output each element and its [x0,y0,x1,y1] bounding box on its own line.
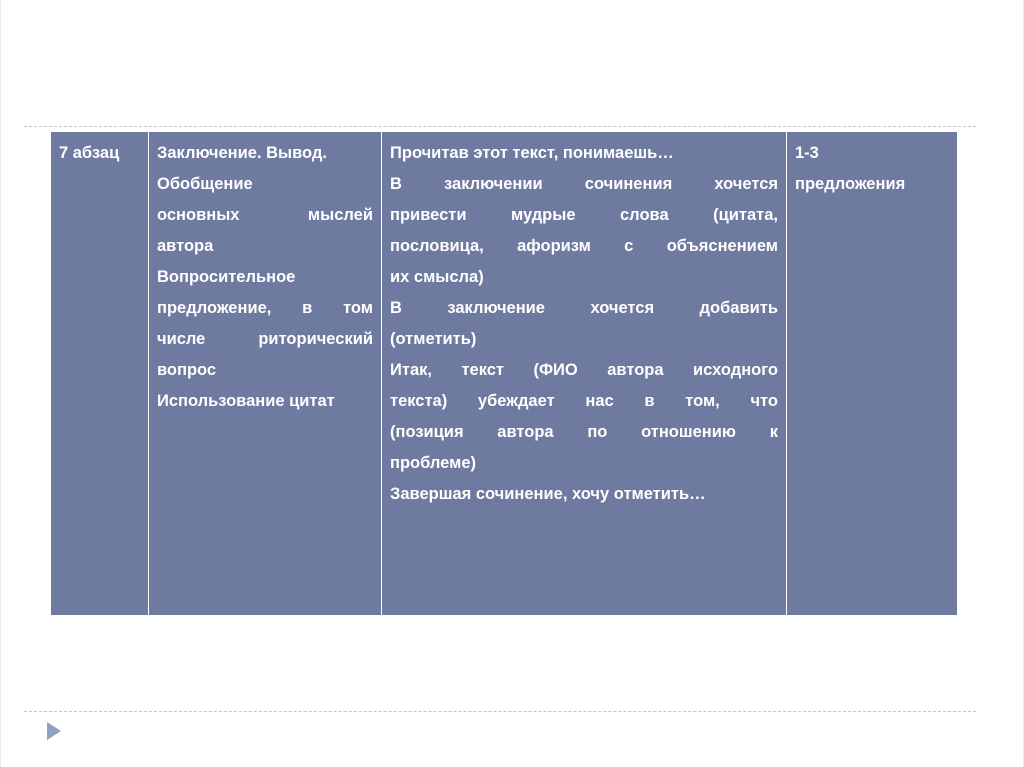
paragraph-number: 7 абзац [59,144,120,162]
phrases-cell [382,132,787,616]
essay-plan-table [50,131,958,616]
phrase-line: Прочитав этот текст, понимаешь… [390,144,674,162]
phrase-line: В заключение хочется добавить [390,299,778,317]
content-line: Заключение. Вывод. [157,144,327,162]
triangle-bullet-icon [47,722,61,740]
content-cell [149,132,382,616]
bottom-divider [24,711,976,712]
phrase-line: текста) убеждает нас в том, что [390,392,778,410]
length-value: 1-3 [795,144,819,162]
content-line: основных мыслей [157,206,373,224]
content-line: вопрос [157,361,217,379]
phrase-line: (позиция автора по отношению к [390,423,778,441]
content-line: автора [157,237,214,255]
table-row [51,132,958,616]
content-line: Обобщение [157,175,253,193]
content-line: числе риторический [157,330,373,348]
length-unit: предложения [795,175,906,193]
phrase-line: привести мудрые слова (цитата, [390,206,778,224]
phrase-line: (отметить) [390,330,477,348]
length-cell [787,132,958,616]
phrase-line: Итак, текст (ФИО автора исходного [390,361,778,379]
phrase-line: Завершая сочинение, хочу отметить… [390,485,706,503]
paragraph-number-cell [51,132,149,616]
phrase-line: В заключении сочинения хочется [390,175,778,193]
content-line: Использование цитат [157,392,335,410]
phrase-line: пословица, афоризм с объяснением [390,237,778,255]
phrase-line: проблеме) [390,454,477,472]
content-line: Вопросительное [157,268,296,286]
phrase-line: их смысла) [390,268,484,286]
top-divider [24,126,976,127]
content-line: предложение, в том [157,299,373,317]
